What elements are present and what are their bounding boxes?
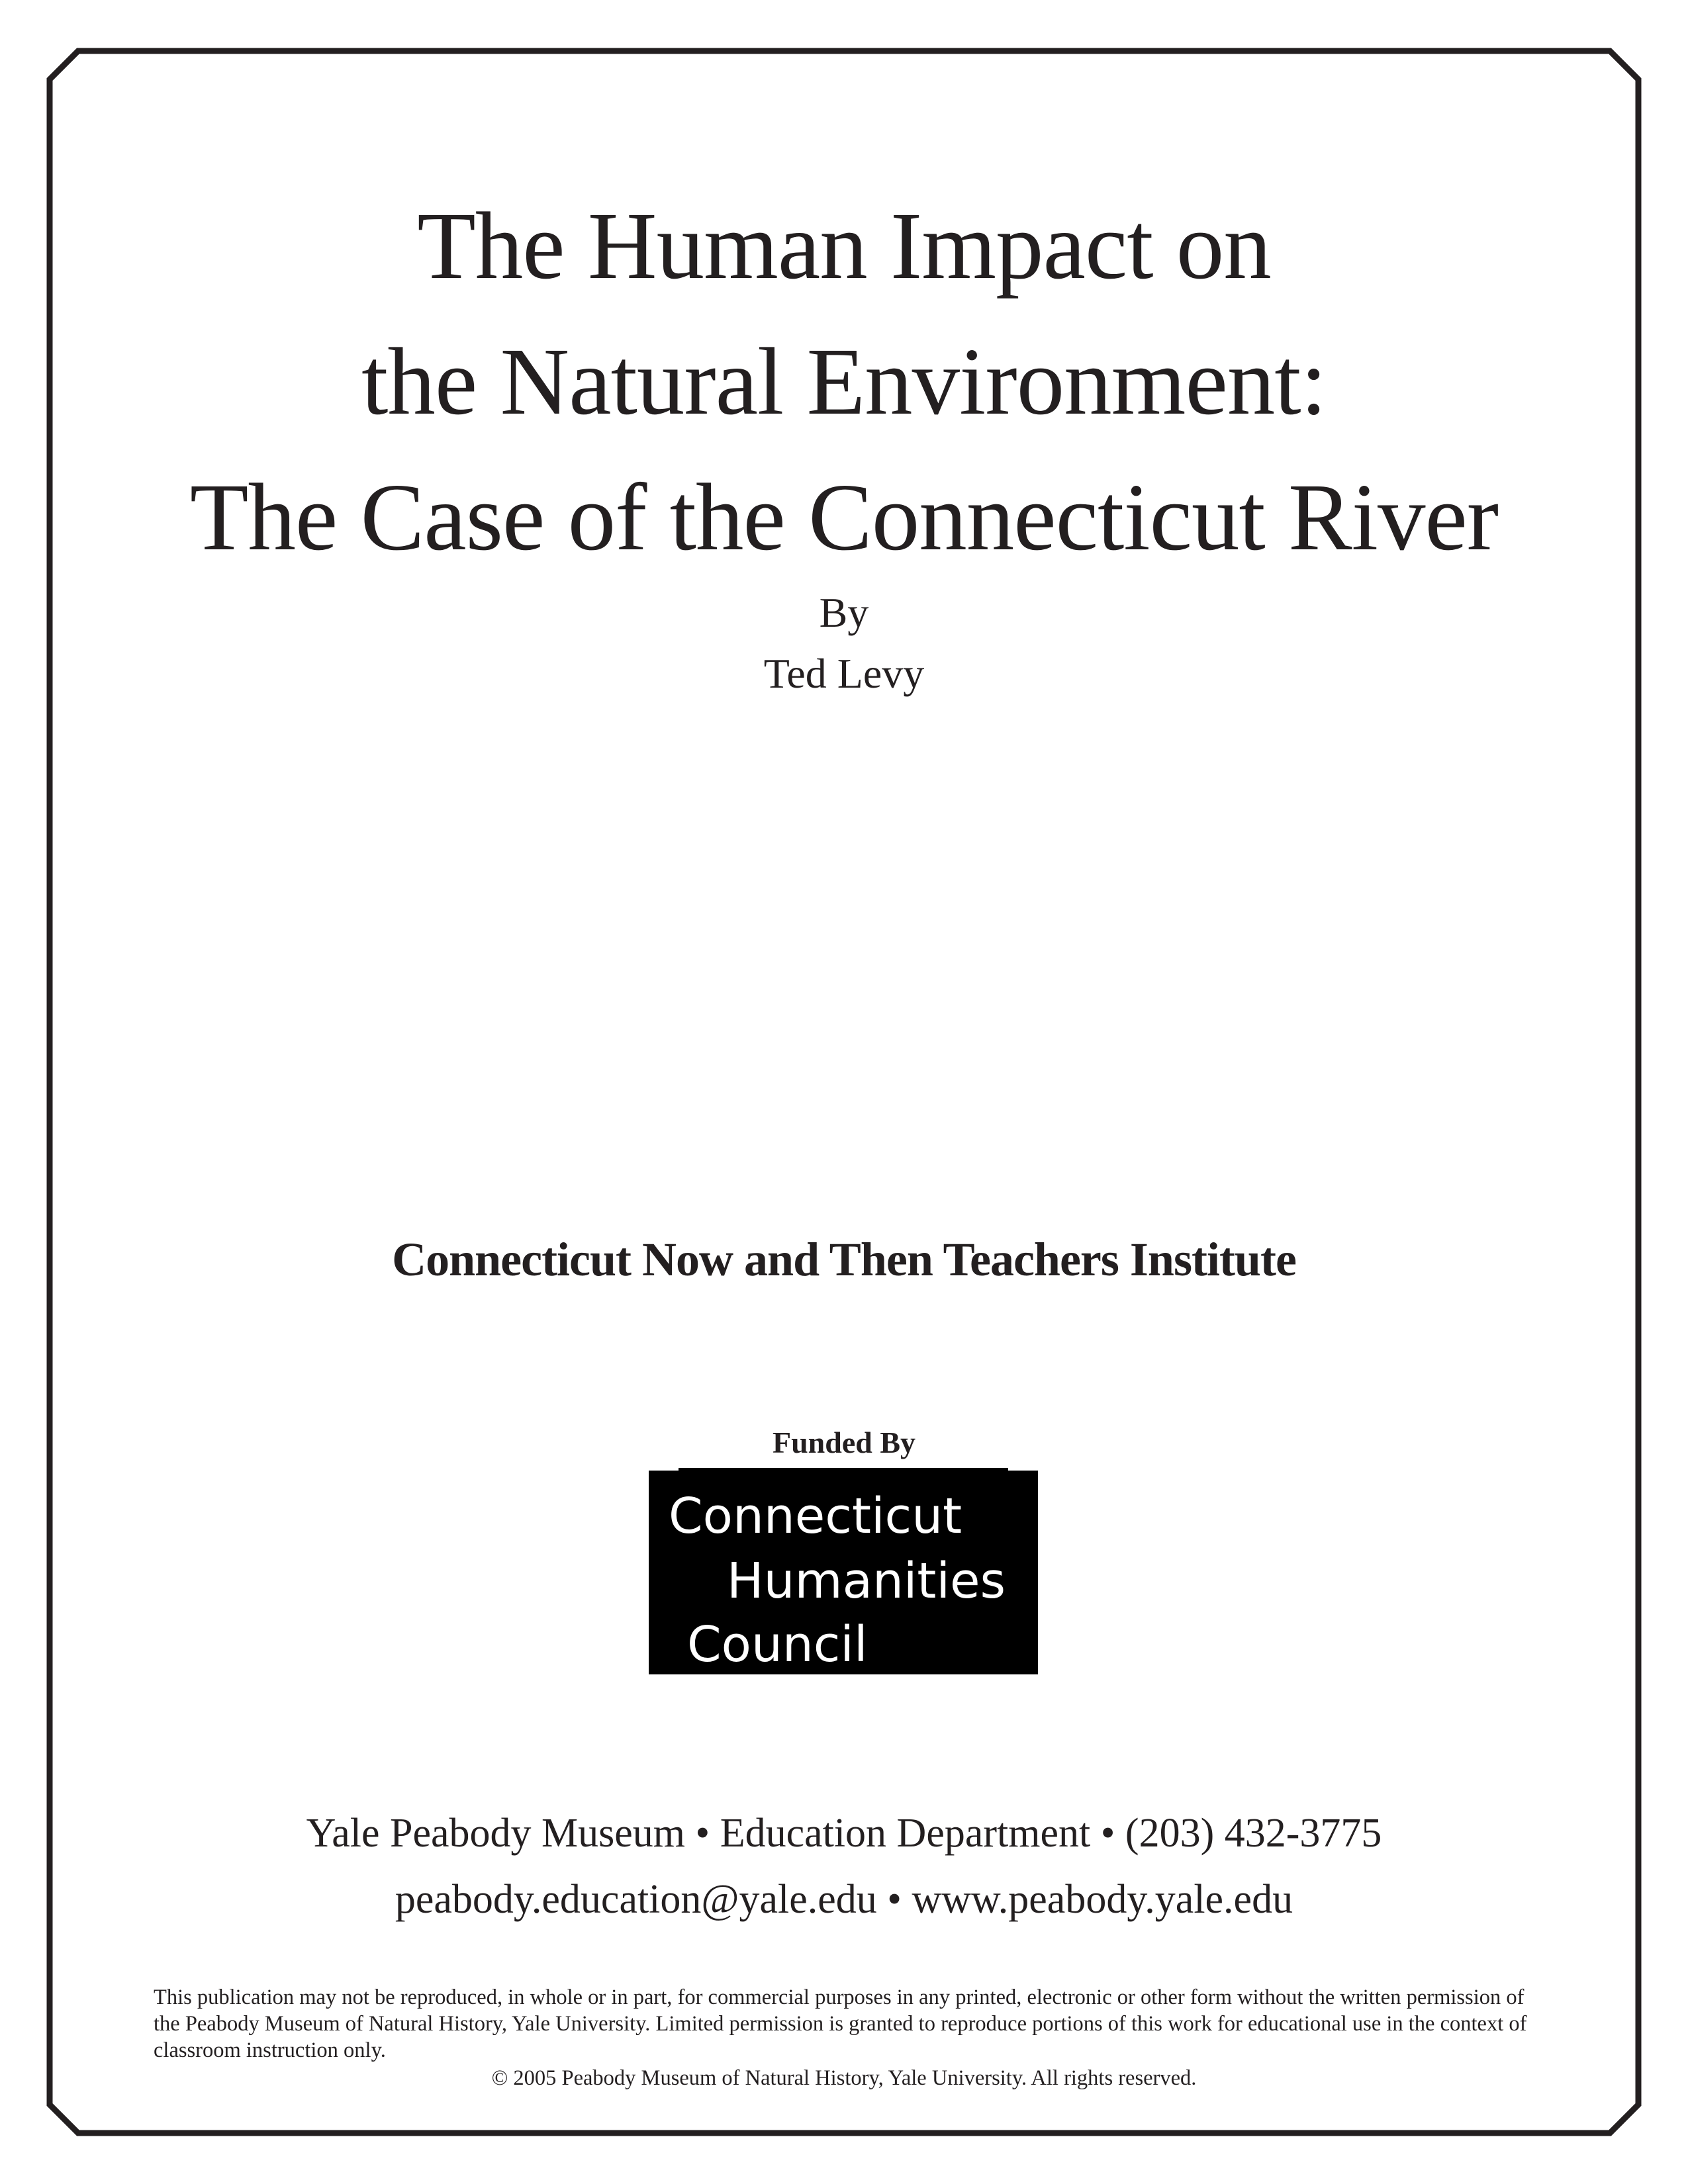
institute-name: Connecticut Now and Then Teachers Institute <box>392 1233 1296 1286</box>
connecticut-humanities-council-logo <box>649 1468 1038 1674</box>
document-title <box>0 179 1688 586</box>
contact-address-line: Yale Peabody Museum • Education Department • (203) 432-3775 <box>306 1811 1382 1856</box>
title-line-1: The Human Impact on <box>417 193 1271 299</box>
logo-text-line-2: Humanities <box>727 1553 1006 1610</box>
reproduction-notice: This publication may not be reproduced, in whole or in part, for commercial purposes in any printed, electronic or other form without the written permission of the Peabody Museum of Natural History, Yale University. Limited permission is granted to reproduce portions of this work for educational use in the context of classroom instruction only. <box>154 1985 1527 2062</box>
logo-text-line-1: Connecticut <box>669 1488 962 1545</box>
byline <box>0 582 1688 704</box>
funded-by-label: Funded By <box>772 1426 916 1459</box>
contact-web-line: peabody.education@yale.edu • www.peabody.yale.edu <box>395 1877 1293 1922</box>
byline-by: By <box>819 589 869 636</box>
copyright-line: © 2005 Peabody Museum of Natural History, Yale University. All rights reserved. <box>491 2066 1197 2090</box>
author-name: Ted Levy <box>763 650 925 697</box>
title-line-2: the Natural Environment: <box>361 329 1327 435</box>
title-line-3: The Case of the Connecticut River <box>189 465 1499 570</box>
logo-text-line-3: Council <box>687 1616 868 1673</box>
